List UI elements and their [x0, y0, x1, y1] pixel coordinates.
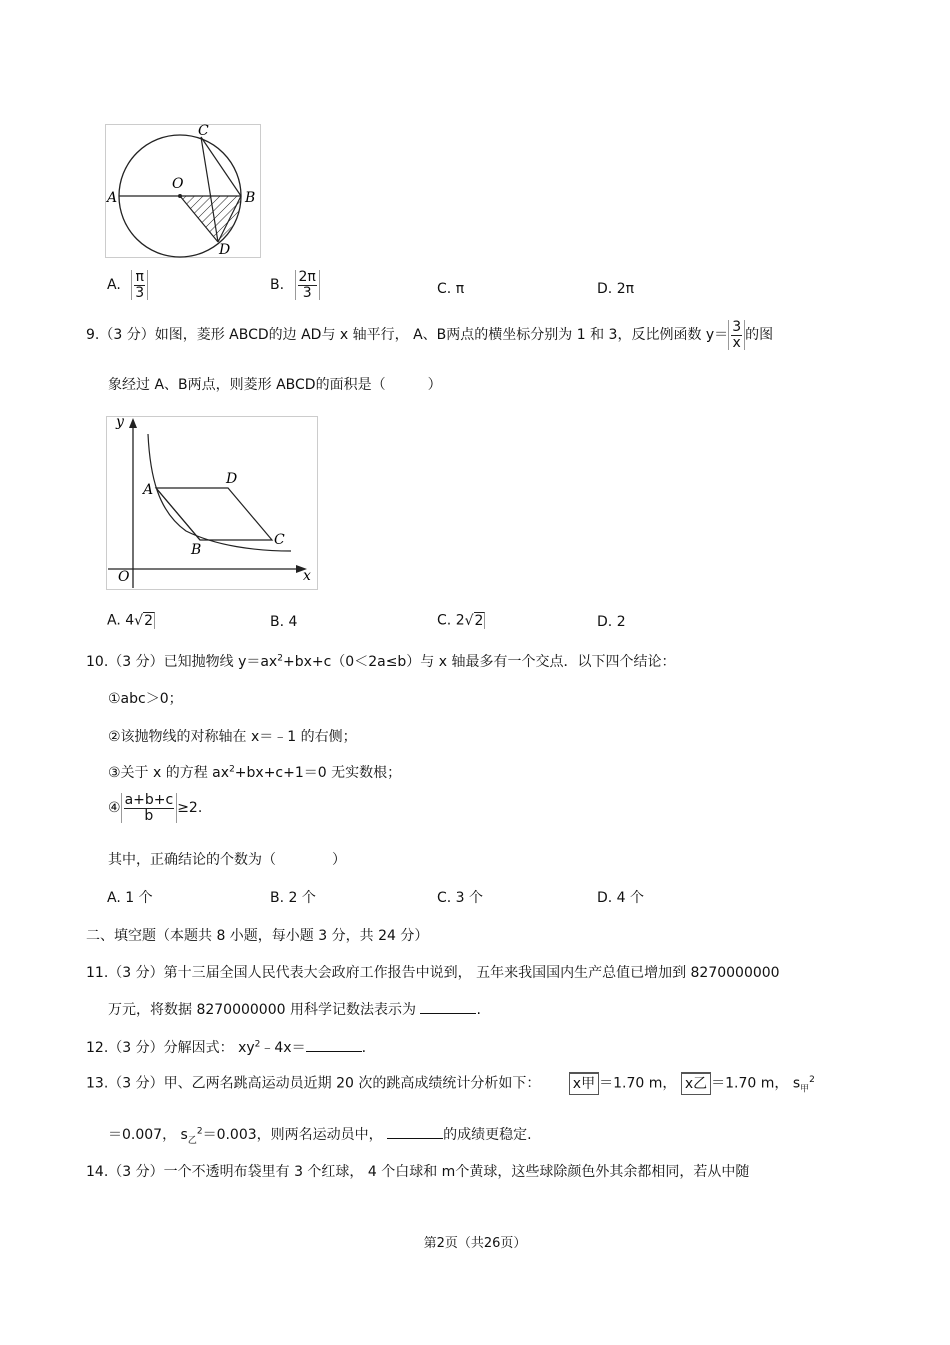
label-B: B [191, 542, 202, 558]
q10-conclusion-1: ①abc＞0； [108, 691, 183, 707]
q8-option-c: C. π [437, 281, 465, 297]
label-O: O [118, 569, 130, 585]
q12-line: 12.（3 分）分解因式： $xy^2﹣4x=$ . [86, 1037, 366, 1057]
label-x: x [303, 568, 311, 584]
q9-rhombus-figure [106, 416, 318, 590]
q11-line1: 11.（3 分）第十三届全国人民代表大会政府工作报告中说到， 五年来我国国内生产总值已增加到 8270000000 [86, 965, 780, 981]
q9-stem-line2: 象经过 A、B两点，则菱形 ABCD的面积是（ ） [108, 377, 442, 393]
q10-question: 其中，正确结论的个数为（ ） [108, 852, 346, 868]
label-A: A [143, 482, 154, 498]
q10-conclusion-4: ④ $\frac{a+b+c}{b}$ ≥2. [108, 792, 203, 824]
q10-option-c: C. 3 个 [437, 890, 484, 906]
section-title: 二、填空题（本题共 8 小题，每小题 3 分，共 24 分） [86, 928, 429, 944]
q10-stem: 10.（3 分）已知抛物线 $y=ax^2+bx+c(0<2a\le b)$与 x 轴最多有一个交点．以下四个结论： [86, 653, 676, 670]
label-O: O [172, 176, 184, 192]
label-C: C [274, 532, 285, 548]
q9-option-b: B. 4 [270, 614, 298, 630]
q9-option-c: C. 2√2 [437, 612, 484, 629]
q11-answer-blank [420, 999, 476, 1014]
label-C: C [198, 124, 209, 139]
q9-option-a: A. 4√2 [107, 612, 153, 629]
q8-option-d: D. 2π [597, 281, 635, 297]
label-D: D [226, 471, 238, 487]
q8-option-a: A. $\frac{\pi}{3}$ [107, 270, 148, 300]
q13-line1: 13.（3 分）甲、乙两名跳高运动员近期 20 次的跳高成绩统计分析如下： x甲 ＝1.70 m， x乙 ＝1.70 m， $s_甲^2$ [86, 1072, 815, 1095]
q13-answer-blank [387, 1124, 443, 1139]
q10-conclusion-2: ②该抛物线的对称轴在 x＝﹣1 的右侧； [108, 729, 357, 745]
label-B: B [245, 190, 256, 206]
q9-option-d: D. 2 [597, 614, 626, 630]
q10-conclusion-3: ③关于 x 的方程 $ax^2+bx+c+1=0$ 无实数根； [108, 764, 402, 781]
q10-option-d: D. 4 个 [597, 890, 645, 906]
q11-line2: 万元，将数据 8270000000 用科学记数法表示为 . [108, 999, 481, 1019]
q8-option-b: B. $\frac{2\pi}{3}$ [270, 270, 320, 300]
q14-line1: 14.（3 分）一个不透明布袋里有 3 个红球， 4 个白球和 m个黄球，这些球除颜色外其余都相同，若从中随 [86, 1164, 750, 1180]
q9-stem-line1: 9.（3 分）如图，菱形 ABCD的边 AD与 x 轴平行， A、B两点的横坐标分别为 1 和 3，反比例函数 y＝ $\frac{3}{x}$ 的图 [86, 319, 774, 351]
q12-answer-blank [306, 1037, 362, 1052]
q10-option-b: B. 2 个 [270, 890, 316, 906]
page-footer: 第2页（共26页） [423, 1236, 527, 1251]
q10-option-a: A. 1 个 [107, 890, 153, 906]
q13-line2: ＝0.007， $s_乙^2=0.003$，则两名运动员中， 的成绩更稳定. [108, 1124, 532, 1146]
label-y: y [116, 416, 124, 430]
label-A: A [107, 190, 118, 206]
label-D: D [219, 242, 231, 258]
q8-circle-figure [105, 124, 261, 258]
